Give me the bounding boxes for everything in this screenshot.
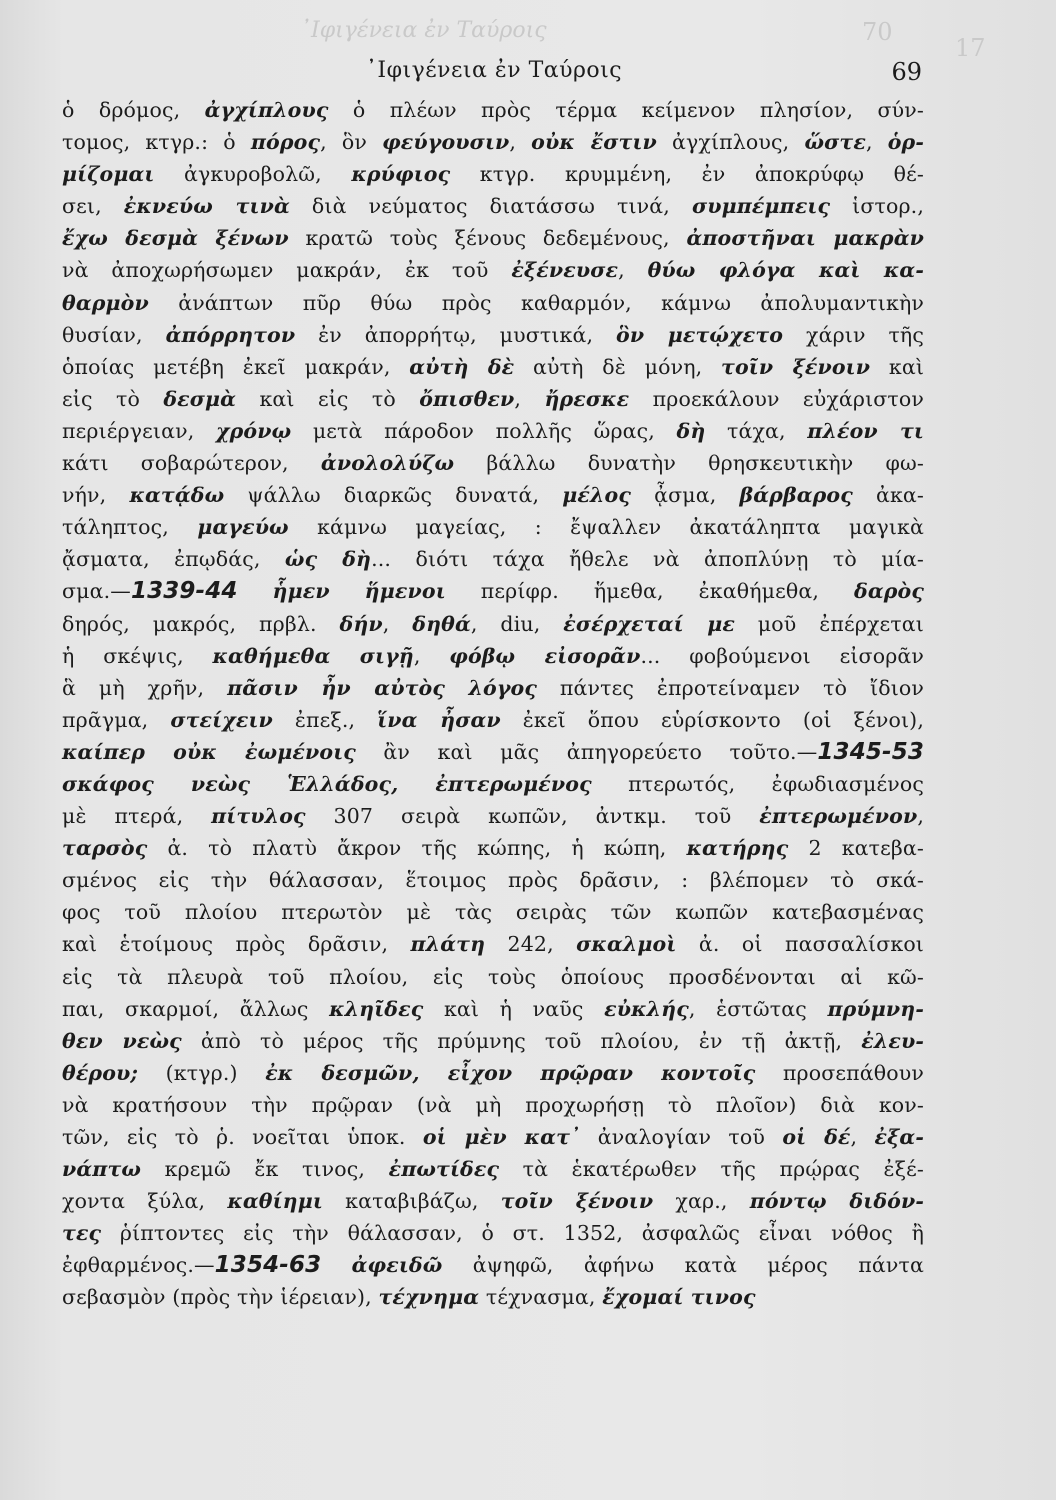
gloss-text: παι, σκαρμοί, ἄλλως xyxy=(62,996,330,1021)
lemma-term: φόβῳ εἰσορᾶν xyxy=(449,643,641,668)
gloss-text: περιέργειαν, xyxy=(62,418,216,443)
lemma-term: ὥστε xyxy=(804,130,866,155)
lemma-term: ἀπόρρητον xyxy=(165,322,296,347)
lemma-term: ἀποστῆναι μακρὰν xyxy=(686,226,924,251)
gloss-text: ψάλλω διαρκῶς δυνατά, xyxy=(224,483,563,508)
gloss-text: τέχνασμα, xyxy=(479,1285,603,1310)
gloss-text: ἡ σκέψις, xyxy=(62,643,213,668)
gloss-text: ὁποίας μετέβη ἐκεῖ μακράν, xyxy=(62,354,410,379)
text-line xyxy=(62,1217,924,1249)
lemma-term: πλάτη xyxy=(410,932,486,957)
gloss-text: ... διότι τάχα ἤθελε νὰ ἀποπλύνῃ τὸ μία- xyxy=(371,547,925,572)
lemma-term: τοῖν ξένοιν xyxy=(721,354,871,379)
lemma-term: καίπερ οὐκ ἐωμένοις xyxy=(62,739,356,764)
gloss-text: μοῦ ἐπέρχεται xyxy=(734,611,924,636)
gloss-text: κρατῶ τοὺς ξένους δεδεμένους, xyxy=(288,226,687,251)
gloss-text: 307 σειρὰ κωπῶν, ἀντκμ. τοῦ xyxy=(305,804,760,829)
text-line xyxy=(62,961,924,993)
gloss-text: (κτγρ.) xyxy=(138,1060,266,1085)
gloss-text: ᾄσματα, ἐπῳδάς, xyxy=(62,547,285,572)
gloss-text: ῥίπτοντες εἰς τὴν θάλασσαν, ὁ στ. 1352, ἀσφαλῶς εἶναι νόθος ἢ xyxy=(101,1221,924,1246)
gloss-text: πρᾶγμα, xyxy=(62,707,171,732)
lemma-term: ὁρ- xyxy=(887,130,924,155)
lemma-term: ἔχω δεσμὰ ξένων xyxy=(62,226,289,251)
lemma-term: θύω φλόγα καὶ κα- xyxy=(647,258,924,283)
gloss-text: καὶ ἑτοίμους πρὸς δρᾶσιν, xyxy=(62,932,411,957)
gloss-text: ἐν ἀπορρήτῳ, μυστικά, xyxy=(295,322,617,347)
text-line xyxy=(62,1185,924,1217)
gloss-text: χοντα ξύλα, xyxy=(62,1189,228,1214)
lemma-term: τέχνημα xyxy=(378,1285,480,1310)
text-line xyxy=(62,1057,924,1089)
show-through-edge-number: 17 xyxy=(955,34,986,62)
gloss-text: χάριν τῆς xyxy=(783,322,924,347)
gloss-text: θυσίαν, xyxy=(62,322,166,347)
lemma-term: κατήρης xyxy=(686,836,789,861)
lemma-term: ἧμεν xyxy=(272,579,330,604)
lemma-term: δαρὸς xyxy=(854,579,924,604)
text-line xyxy=(62,736,924,768)
lemma-term: πίτυλος xyxy=(211,804,306,829)
text-line xyxy=(62,158,924,190)
show-through-page-number: 70 xyxy=(862,18,893,46)
lemma-term: ὄπισθεν xyxy=(419,386,515,411)
lemma-term: δηθά xyxy=(412,611,471,636)
text-line xyxy=(62,319,924,351)
gloss-text: ἐπεξ., xyxy=(272,707,378,732)
page-number: 69 xyxy=(891,58,922,86)
lemma-term: αὐτὴ δὲ xyxy=(409,354,515,379)
text-line xyxy=(62,415,924,447)
gloss-text: ᾆσμα, xyxy=(630,483,740,508)
gloss-text: , ὃν xyxy=(320,130,383,155)
gloss-text: , xyxy=(618,258,648,283)
gloss-text: ἀνάπτων πῦρ θύω πρὸς καθαρμόν, κάμνω ἀπολυμαντικὴν xyxy=(148,290,924,315)
gloss-text: χαρ., xyxy=(653,1189,750,1214)
text-line xyxy=(62,993,924,1025)
commentary-text xyxy=(62,94,924,1314)
gloss-text: ἀκα- xyxy=(852,483,925,508)
gloss-text: 2 κατεβα- xyxy=(788,836,924,861)
gloss-text: κτγρ. κρυμμένη, ἐν ἀποκρύφῳ θέ- xyxy=(450,162,924,187)
lemma-term: δήν xyxy=(339,611,383,636)
gloss-text: ἀ. τὸ πλατὺ ἄκρον τῆς κώπης, ἡ κώπη, xyxy=(147,836,687,861)
lemma-term: ἐσέρχεταί με xyxy=(563,611,735,636)
text-line xyxy=(62,928,924,960)
text-line xyxy=(62,447,924,479)
lemma-term: ἔχομαί τινος xyxy=(602,1285,756,1310)
gloss-text: πάντες ἐπροτείναμεν τὸ ἴδιον xyxy=(537,675,925,700)
text-line xyxy=(62,94,924,126)
text-line xyxy=(62,608,924,640)
gloss-text: ὁ πλέων πρὸς τέρμα κείμενον πλησίον, σύν- xyxy=(328,98,924,122)
gloss-text: ἀ. οἱ πασσαλίσκοι xyxy=(676,932,924,957)
gloss-text: νὰ κρατήσουν τὴν πρῷραν (νὰ μὴ προχωρήσῃ τὸ πλοῖον) διὰ κον- xyxy=(62,1092,924,1117)
text-line xyxy=(62,287,924,319)
running-head xyxy=(66,58,922,94)
gloss-text: κρεμῶ ἔκ τινος, xyxy=(141,1157,389,1182)
lemma-term: θαρμὸν xyxy=(62,290,149,315)
text-line xyxy=(62,1281,924,1313)
text-line xyxy=(62,479,924,511)
lemma-term: τοῖν ξένοιν xyxy=(500,1189,654,1214)
gloss-text: εἰς τὰ πλευρὰ τοῦ πλοίου, εἰς τοὺς ὁποίους προσδένονται αἱ κῶ- xyxy=(62,964,924,989)
lemma-term: ἐξένευσε xyxy=(511,258,619,283)
lemma-term: οἱ δέ xyxy=(782,1125,851,1149)
text-line xyxy=(62,575,924,607)
lemma-term: ἵνα ἦσαν xyxy=(377,707,501,732)
gloss-text: σμένος εἰς τὴν θάλασσαν, ἕτοιμος πρὸς δρᾶσιν, : βλέπομεν τὸ σκά- xyxy=(62,868,924,893)
text-line xyxy=(62,222,924,254)
gloss-text: ἀναλογίαν τοῦ xyxy=(580,1125,783,1149)
gloss-text: τῶν, εἰς τὸ ῥ. νοεῖται ὑποκ. xyxy=(62,1125,423,1149)
gloss-text: , xyxy=(413,643,450,668)
gloss-text: νὰ ἀποχωρήσωμεν μακράν, ἐκ τοῦ xyxy=(62,258,512,283)
lemma-term: ἤρεσκε xyxy=(544,386,630,411)
text-line xyxy=(62,126,924,158)
text-line xyxy=(62,640,924,672)
gloss-text: προεκάλουν εὐχάριστον xyxy=(629,386,925,411)
lemma-term: ἀγχίπλους xyxy=(204,98,329,122)
gloss-text xyxy=(321,1253,351,1277)
lemma-term: κληῖδες xyxy=(329,996,424,1021)
lemma-term: πόντῳ διδόν- xyxy=(749,1189,925,1214)
lemma-term: ὡς δὴ xyxy=(284,547,372,572)
gloss-text: τάχα, xyxy=(705,418,808,443)
gloss-text: φος τοῦ πλοίου πτερωτὸν μὲ τὰς σειρὰς τῶν κωπῶν κατεβασμένας xyxy=(62,900,924,925)
text-line xyxy=(62,254,924,286)
text-line xyxy=(62,190,924,222)
gloss-text: πτερωτός, ἐφωδιασμένος xyxy=(591,771,924,796)
lemma-term: οὐκ ἔστιν xyxy=(531,130,657,155)
text-line xyxy=(62,383,924,415)
gloss-text: ἐκεῖ ὅπου εὑρίσκοντο (οἱ ξένοι), xyxy=(500,707,925,732)
gloss-text: ... φοβούμενοι εἰσορᾶν xyxy=(640,643,925,668)
lemma-term: ἥμενοι xyxy=(364,579,446,604)
gloss-text: 242, xyxy=(485,932,577,957)
gloss-text: μετὰ πάροδον πολλῆς ὥρας, xyxy=(291,418,677,443)
running-title: ᾿Ιφιγένεια ἐν Ταύροις xyxy=(365,58,623,83)
lemma-term: ἐπωτίδες xyxy=(388,1157,500,1182)
line-number-ref: 1339-44 xyxy=(130,578,238,605)
show-through-title: ᾿Ιφιγένεια ἐν Ταύροις xyxy=(300,18,547,43)
gloss-text: ἂν καὶ μᾶς ἀπηγορεύετο τοῦτο.— xyxy=(355,739,818,764)
lemma-term: ἐπτερωμένον xyxy=(759,804,918,829)
gloss-text: εἰς τὸ xyxy=(62,386,164,411)
lemma-term: εὐκλής xyxy=(604,996,689,1021)
lemma-term: κατᾴδω xyxy=(129,483,225,508)
gloss-text: καταβιβάζω, xyxy=(322,1189,501,1214)
gloss-text: καὶ ἡ ναῦς xyxy=(423,996,605,1021)
text-line xyxy=(62,896,924,928)
gloss-text: ἀγχίπλους, xyxy=(656,130,805,155)
lemma-term: δὴ xyxy=(676,418,706,443)
text-line xyxy=(62,1121,924,1153)
gloss-text: , xyxy=(509,130,532,155)
gloss-text: σμα.— xyxy=(62,579,131,604)
lemma-term: δεσμὰ xyxy=(163,386,237,411)
text-line xyxy=(62,704,924,736)
lemma-term: θέρου; xyxy=(62,1060,139,1085)
lemma-term: πᾶσιν ἦν αὐτὸς λόγος xyxy=(227,675,537,700)
gloss-text: , xyxy=(917,804,925,829)
gloss-text: μὲ πτερά, xyxy=(62,804,212,829)
lemma-term: μίζομαι xyxy=(62,162,155,187)
gloss-text: ἀψηφῶ, ἀφήνω κατὰ μέρος πάντα xyxy=(442,1253,924,1278)
lemma-term: ἐκ δεσμῶν, εἶχον πρῷραν κοντοῖς xyxy=(265,1060,756,1085)
text-line xyxy=(62,672,924,704)
lemma-term: συμπέμπεις xyxy=(691,194,831,219)
text-line xyxy=(62,543,924,575)
gloss-text: περίφρ. ἥμεθα, ἐκαθήμεθα, xyxy=(445,579,854,604)
gloss-text: καὶ xyxy=(870,354,925,379)
lemma-term: κρύφιος xyxy=(351,162,451,187)
gloss-text: κάτι σοβαρώτερον, xyxy=(62,451,321,476)
line-number-ref: 1345-53 xyxy=(817,738,925,765)
lemma-term: ἐκνεύω τινὰ xyxy=(123,194,290,219)
gloss-text: ἀγκυροβολῶ, xyxy=(154,162,352,187)
lemma-term: καθίημι xyxy=(227,1189,323,1214)
gloss-text: ἀπὸ τὸ μέρος τῆς πρύμνης τοῦ πλοίου, ἐν τῇ ἀκτῇ, xyxy=(181,1028,862,1053)
gloss-text: , xyxy=(865,130,888,155)
lemma-term: ἐλευ- xyxy=(861,1028,924,1053)
gloss-text: ὁ δρόμος, xyxy=(62,98,205,122)
lemma-term: νάπτω xyxy=(62,1157,142,1182)
gloss-text: προσεπάθουν xyxy=(755,1060,924,1085)
gloss-text: , diu, xyxy=(470,611,564,636)
text-line xyxy=(62,768,924,800)
text-line xyxy=(62,832,924,864)
gloss-text: κάμνω μαγείας, : ἔψαλλεν ἀκατάληπτα μαγικὰ xyxy=(288,515,924,540)
text-line xyxy=(62,511,924,543)
gloss-text: σει, xyxy=(62,194,124,219)
lemma-term: ταρσὸς xyxy=(62,836,148,861)
lemma-term: ἀνολολύζω xyxy=(320,451,455,476)
gloss-text: νήν, xyxy=(62,483,130,508)
lemma-term: ὃν μετῴχετο xyxy=(616,322,784,347)
gloss-text: ἃ μὴ χρῆν, xyxy=(62,675,228,700)
lemma-term: στείχειν xyxy=(170,707,273,732)
text-line xyxy=(62,1153,924,1185)
line-number-ref: 1354-63 xyxy=(214,1252,322,1279)
lemma-term: βάρβαρος xyxy=(739,483,853,508)
text-line xyxy=(62,800,924,832)
lemma-term: θεν νεὼς xyxy=(62,1028,182,1053)
gloss-text: τάληπτος, xyxy=(62,515,198,540)
gloss-text: βάλλω δυνατὴν θρησκευτικὴν φω- xyxy=(454,451,924,476)
gloss-text: , xyxy=(514,386,545,411)
lemma-term: χρόνῳ xyxy=(215,418,292,443)
gloss-text: καὶ εἰς τὸ xyxy=(236,386,420,411)
gloss-text: , ἑστῶτας xyxy=(688,996,828,1021)
lemma-term: σκάφος νεὼς Ἑλλάδος, ἐπτερωμένος xyxy=(62,771,592,796)
lemma-term: οἱ μὲν κατ᾿ xyxy=(422,1125,581,1149)
text-line xyxy=(62,1089,924,1121)
gloss-text: αὐτὴ δὲ μόνη, xyxy=(514,354,722,379)
text-line xyxy=(62,351,924,383)
gloss-text: ἐφθαρμένος.— xyxy=(62,1253,215,1278)
text-line xyxy=(62,1249,924,1281)
lemma-term: ἐξα- xyxy=(874,1125,924,1149)
gloss-text: δηρός, μακρός, πρβλ. xyxy=(62,611,340,636)
gloss-text: , xyxy=(382,611,413,636)
lemma-term: τες xyxy=(62,1221,102,1246)
gloss-text: , xyxy=(850,1125,875,1149)
gloss-text: σεβασμὸν (πρὸς τὴν ἱέρειαν), xyxy=(62,1285,379,1310)
gloss-text xyxy=(238,579,273,603)
lemma-term: πόρος xyxy=(250,130,321,155)
lemma-term: σκαλμοὶ xyxy=(576,932,677,957)
lemma-term: πλέον τι xyxy=(807,418,924,443)
gloss-text: ἱστορ., xyxy=(830,194,924,219)
gloss-text: τομος, κτγρ.: ὁ xyxy=(62,130,251,155)
text-line xyxy=(62,864,924,896)
lemma-term: πρύμνη- xyxy=(827,996,924,1021)
lemma-term: ἀφειδῶ xyxy=(351,1253,443,1278)
gloss-text: διὰ νεύματος διατάσσω τινά, xyxy=(289,194,692,219)
lemma-term: φεύγουσιν xyxy=(382,130,510,155)
gloss-text xyxy=(330,579,365,603)
lemma-term: καθήμεθα σιγῇ xyxy=(212,643,414,668)
lemma-term: μέλος xyxy=(562,483,631,508)
text-line xyxy=(62,1025,924,1057)
gloss-text: τὰ ἑκατέρωθεν τῆς πρῴρας ἐξέ- xyxy=(499,1157,924,1182)
lemma-term: μαγεύω xyxy=(197,515,289,540)
